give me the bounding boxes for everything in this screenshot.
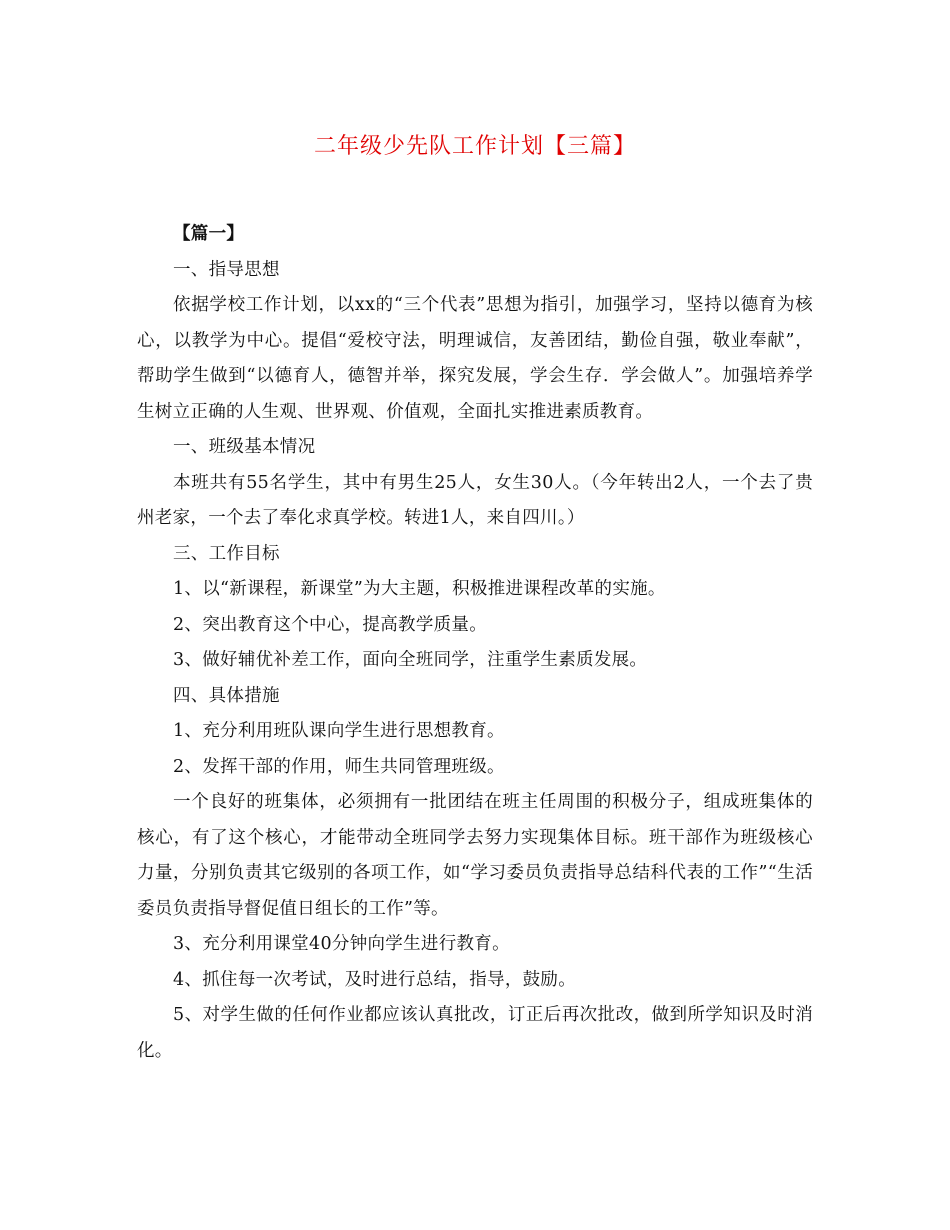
document-title: 二年级少先队工作计划【三篇】 bbox=[313, 134, 636, 159]
measure-item-3: 3、充分利用课堂40分钟向学生进行教育。 bbox=[173, 934, 510, 954]
goal-item-1: 1、以“新课程，新课堂”为大主题，积极推进课程改革的实施。 bbox=[173, 579, 666, 599]
measure-item-4: 4、抓住每一次考试，及时进行总结，指导，鼓励。 bbox=[173, 969, 577, 990]
paragraph-class-core: 一个良好的班集体，必须拥有一批团结在班主任周围的积极分子，组成班集体的核心，有了这个核心，才能带动全班同学去努力实现集体目标。班干部作为班级核心力量，分别负责其它级别的各项工作，如“学习委员负责指导总结科代表的工作”“生活委员负责指导督促值日组长的工作”等。 bbox=[137, 792, 813, 919]
document-body bbox=[137, 217, 813, 1069]
measure-item-5: 5、对学生做的任何作业都应该认真批改，订正后再次批改，做到所学知识及时消化。 bbox=[137, 1005, 813, 1061]
paragraph-class-situation: 本班共有55名学生，其中有男生25人，女生30人。（今年转出2人，一个去了贵州老家，一个去了奉化求真学校。转进1人，来自四川。） bbox=[137, 472, 813, 528]
heading-class-situation: 一、班级基本情况 bbox=[173, 437, 316, 457]
goal-item-3: 3、做好辅优补差工作，面向全班同学，注重学生素质发展。 bbox=[173, 650, 648, 670]
section-label: 【篇一】 bbox=[173, 224, 245, 244]
paragraph-guiding-thought: 依据学校工作计划，以xx的“三个代表”思想为指引，加强学习，坚持以德育为核心，以教学为中心。提倡“爱校守法，明理诚信，友善团结，勤俭自强，敬业奉献”，帮助学生做到“以德育人，德智并举，探究发展，学会生存．学会做人”。加强培养学生树立正确的人生观、世界观、价值观，全面扎实推进素质教育。 bbox=[137, 295, 813, 422]
goal-item-2: 2、突出教育这个中心，提高教学质量。 bbox=[173, 614, 488, 635]
measure-item-1: 1、充分利用班队课向学生进行思想教育。 bbox=[173, 721, 505, 741]
heading-work-goals: 三、工作目标 bbox=[173, 543, 280, 564]
measure-item-2: 2、发挥干部的作用，师生共同管理班级。 bbox=[173, 756, 505, 777]
heading-guiding-thought: 一、指导思想 bbox=[173, 259, 280, 280]
heading-specific-measures: 四、具体措施 bbox=[173, 685, 280, 706]
